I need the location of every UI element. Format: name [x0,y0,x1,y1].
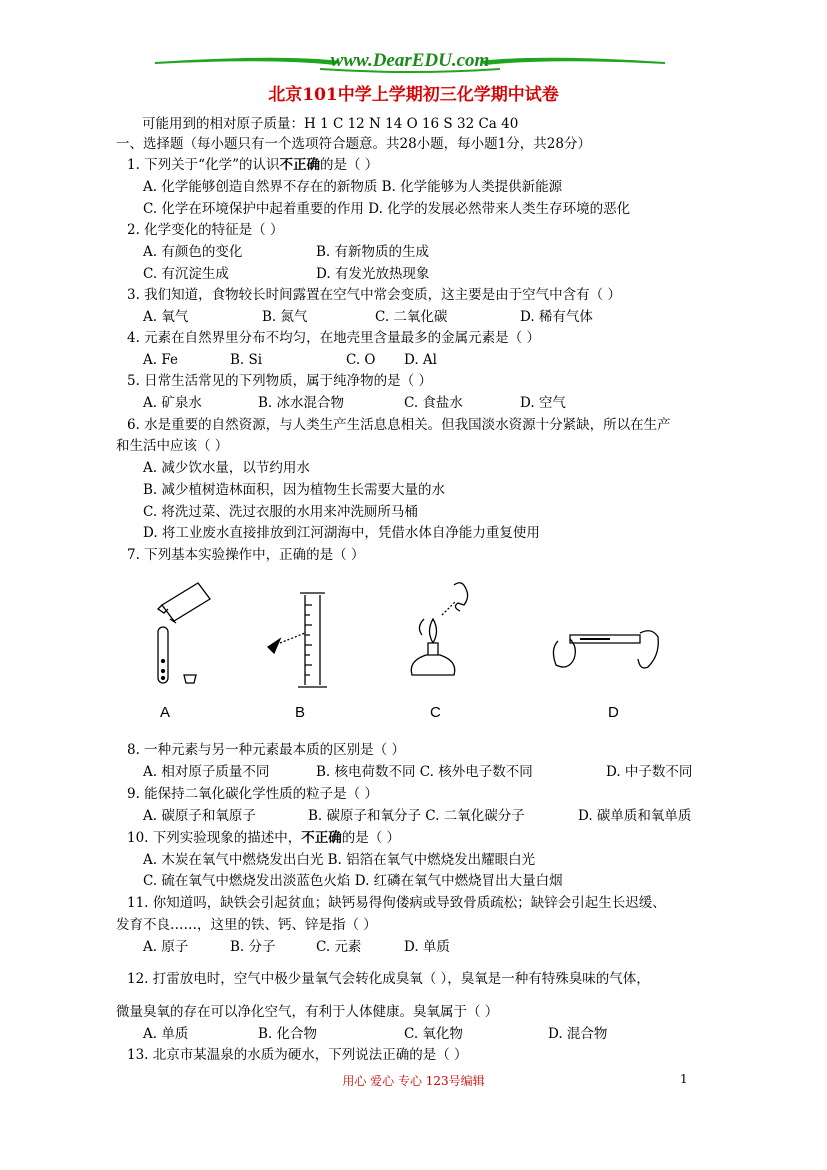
question-3-option-c: C. 二氧化碳 [375,309,448,325]
question-2-option-b: B. 有新物质的生成 [316,244,430,260]
question-6-stem-line1: 6. 水是重要的自然资源，与人类生产生活息息相关。但我国淡水资源十分紧缺，所以在生产 [127,417,671,433]
site-header [150,50,670,76]
question-3-stem: 3. 我们知道，食物较长时间露置在空气中常会变质，这主要是由于空气中含有（ ） [127,287,621,303]
question-2-option-d: D. 有发光放热现象 [316,266,430,282]
question-9-option-a: A. 碳原子和氧原子 [143,808,256,824]
question-5-option-d: D. 空气 [520,395,566,411]
question-2-option-a: A. 有颜色的变化 [143,244,243,260]
page-footer: 用心 爱心 专心 123号编辑 [342,1074,485,1088]
question-10-stem: 10. 下列实验现象的描述中，不正确的是（ ） [127,830,401,846]
question-6-stem-line2: 和生活中应该（ ） [116,438,229,454]
question-4-option-c: C. O [346,352,376,368]
question-4-option-a: A. Fe [143,352,178,368]
question-6-option-d: D. 将工业废水直接排放到江河湖海中，凭借水体自净能力重复使用 [143,525,540,541]
question-8-stem: 8. 一种元素与另一种元素最本质的区别是（ ） [127,742,405,758]
question-12-option-a: A. 单质 [143,1026,189,1042]
question-10-options-cd: C. 硫在氧气中燃烧发出淡蓝色火焰 D. 红磷在氧气中燃烧冒出大量白烟 [143,873,563,889]
question-2-option-c: C. 有沉淀生成 [143,266,229,282]
atomic-masses: 可能用到的相对原子质量：H 1 C 12 N 14 O 16 S 32 Ca 40 [142,116,519,132]
question-9-option-bc: B. 碳原子和氧分子 C. 二氧化碳分子 [308,808,525,824]
question-8-option-a: A. 相对原子质量不同 [143,764,270,780]
section-heading: 一、选择题（每小题只有一个选项符合题意。共28小题，每小题1分，共28分） [116,136,591,152]
question-11-option-c: C. 元素 [316,939,362,955]
question-9-option-d: D. 碳单质和氧单质 [578,808,692,824]
question-4-option-d: D. Al [404,352,437,368]
question-2-stem: 2. 化学变化的特征是（ ） [127,222,284,238]
figure-b-cylinder-icon [268,593,327,687]
question-11-option-a: A. 原子 [143,939,189,955]
figure-a-pouring-icon [158,583,210,683]
question-6-option-a: A. 减少饮水量，以节约用水 [143,460,310,476]
question-1-options-ab: A. 化学能够创造自然界不存在的新物质 B. 化学能够为人类提供新能源 [143,179,563,195]
question-1-options-cd: C. 化学在环境保护中起着重要的作用 D. 化学的发展必然带来人类生存环境的恶化 [143,201,631,217]
figure-label-c: C [430,704,441,721]
question-6-option-b: B. 减少植树造林面积，因为植物生长需要大量的水 [143,482,446,498]
figure-label-a: A [160,704,171,721]
question-12-stem-line2: 微量臭氧的存在可以净化空气，有利于人体健康。臭氧属于（ ） [116,1004,499,1020]
question-12-option-d: D. 混合物 [548,1026,608,1042]
question-8-option-bc: B. 核电荷数不同 C. 核外电子数不同 [316,764,533,780]
question-5-option-c: C. 食盐水 [404,395,463,411]
figure-c-alcohol-lamp-icon [411,583,467,675]
question-3-option-b: B. 氮气 [262,309,308,325]
exam-title: 北京101中学上学期初三化学期中试卷 [268,85,559,105]
question-11-stem-line2: 发育不良……，这里的铁、钙、锌是指（ ） [116,917,377,933]
question-4-stem: 4. 元素在自然界里分布不均匀，在地壳里含量最多的金属元素是（ ） [127,330,540,346]
question-5-option-a: A. 矿泉水 [143,395,202,411]
page-number: 1 [680,1072,688,1086]
question-12-option-b: B. 化合物 [258,1026,318,1042]
question-6-option-c: C. 将洗过菜、洗过衣服的水用来冲洗厕所马桶 [143,504,418,520]
question-5-option-b: B. 冰水混合物 [258,395,345,411]
question-5-stem: 5. 日常生活常见的下列物质，属于纯净物的是（ ） [127,373,432,389]
question-7-stem: 7. 下列基本实验操作中，正确的是（ ） [127,547,365,563]
question-9-stem: 9. 能保持二氧化碳化学性质的粒子是（ ） [127,786,378,802]
figure-label-d: D [608,704,619,721]
lab-operations-figure [140,575,740,695]
question-10-options-ab: A. 木炭在氧气中燃烧发出白光 B. 铝箔在氧气中燃烧发出耀眼白光 [143,852,536,868]
question-3-option-d: D. 稀有气体 [520,309,593,325]
question-11-option-d: D. 单质 [404,939,450,955]
question-1-stem: 1. 下列关于“化学”的认识不正确的是（ ） [127,157,379,173]
question-11-option-b: B. 分子 [230,939,276,955]
figure-d-test-tube-icon [553,631,658,668]
question-12-stem-line1: 12. 打雷放电时，空气中极少量氧气会转化成臭氧（ ），臭氧是一种有特殊臭味的气体， [127,971,650,987]
question-4-option-b: B. Si [230,352,263,368]
figure-label-b: B [295,704,306,721]
question-13-stem: 13. 北京市某温泉的水质为硬水，下列说法正确的是（ ） [127,1047,468,1063]
question-12-option-c: C. 氧化物 [404,1026,463,1042]
question-11-stem-line1: 11. 你知道吗，缺铁会引起贫血；缺钙易得佝偻病或导致骨质疏松；缺锌会引起生长迟缓、 [127,895,666,911]
question-3-option-a: A. 氧气 [143,309,189,325]
question-8-option-d: D. 中子数不同 [606,764,693,780]
site-url[interactable]: www.DearEDU.com [330,50,490,71]
